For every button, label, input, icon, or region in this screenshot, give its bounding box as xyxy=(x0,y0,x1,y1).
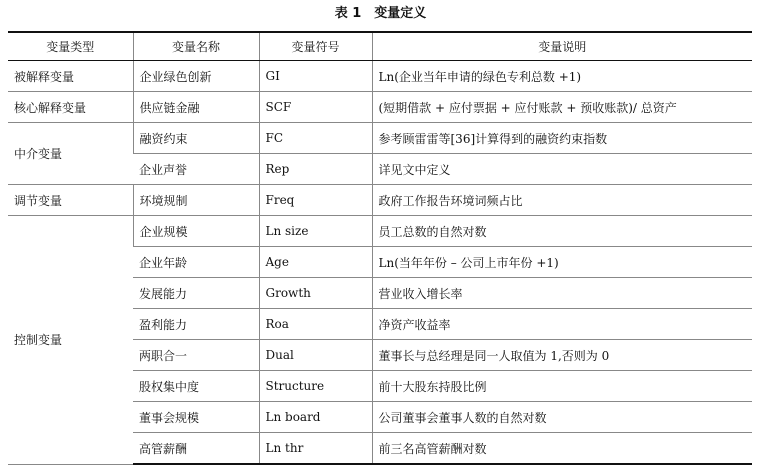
cell-variable-symbol: Age xyxy=(259,247,372,278)
header-variable-name: 变量名称 xyxy=(133,32,259,61)
cell-variable-name: 董事会规模 xyxy=(133,402,259,433)
cell-variable-name: 企业绿色创新 xyxy=(133,61,259,92)
table-row xyxy=(8,185,752,216)
cell-variable-description: 政府工作报告环境词频占比 xyxy=(372,185,752,216)
cell-variable-description: 前三名高管薪酬对数 xyxy=(372,433,752,465)
cell-variable-type: 调节变量 xyxy=(8,185,133,216)
cell-variable-symbol: Structure xyxy=(259,371,372,402)
table-row xyxy=(8,92,752,123)
cell-variable-symbol: Ln size xyxy=(259,216,372,247)
cell-variable-description: 净资产收益率 xyxy=(372,309,752,340)
cell-variable-description: 公司董事会董事人数的自然对数 xyxy=(372,402,752,433)
cell-variable-name: 环境规制 xyxy=(133,185,259,216)
table-row xyxy=(8,61,752,92)
cell-variable-description: 详见文中定义 xyxy=(372,154,752,185)
cell-variable-name: 盈利能力 xyxy=(133,309,259,340)
cell-variable-name: 融资约束 xyxy=(133,123,259,154)
cell-variable-symbol: Roa xyxy=(259,309,372,340)
cell-variable-description: 员工总数的自然对数 xyxy=(372,216,752,247)
table-row xyxy=(8,123,752,154)
cell-variable-name: 发展能力 xyxy=(133,278,259,309)
cell-variable-symbol: GI xyxy=(259,61,372,92)
cell-variable-symbol: Freq xyxy=(259,185,372,216)
cell-variable-symbol: FC xyxy=(259,123,372,154)
cell-variable-symbol: Growth xyxy=(259,278,372,309)
table-caption: 表 1 变量定义 xyxy=(334,6,427,21)
cell-variable-symbol: Dual xyxy=(259,340,372,371)
header-variable-type: 变量类型 xyxy=(8,32,133,61)
cell-variable-description: 参考顾雷雷等[36]计算得到的融资约束指数 xyxy=(372,123,752,154)
variable-definition-table xyxy=(8,31,752,465)
cell-variable-description: Ln(企业当年申请的绿色专利总数 +1) xyxy=(372,61,752,92)
cell-variable-description: (短期借款 + 应付票据 + 应付账款 + 预收账款)/ 总资产 xyxy=(372,92,752,123)
cell-variable-description: 营业收入增长率 xyxy=(372,278,752,309)
cell-variable-name: 企业规模 xyxy=(133,216,259,247)
cell-variable-symbol: Ln board xyxy=(259,402,372,433)
table-row xyxy=(8,216,752,247)
cell-variable-type: 控制变量 xyxy=(8,216,133,465)
cell-variable-description: 董事长与总经理是同一人取值为 1,否则为 0 xyxy=(372,340,752,371)
cell-variable-symbol: Ln thr xyxy=(259,433,372,465)
cell-variable-description: 前十大股东持股比例 xyxy=(372,371,752,402)
cell-variable-type: 中介变量 xyxy=(8,123,133,185)
table-header-row xyxy=(8,32,752,61)
cell-variable-name: 股权集中度 xyxy=(133,371,259,402)
cell-variable-name: 企业声誉 xyxy=(133,154,259,185)
cell-variable-name: 供应链金融 xyxy=(133,92,259,123)
cell-variable-symbol: SCF xyxy=(259,92,372,123)
cell-variable-type: 被解释变量 xyxy=(8,61,133,92)
header-variable-symbol: 变量符号 xyxy=(259,32,372,61)
cell-variable-description: Ln(当年年份 – 公司上市年份 +1) xyxy=(372,247,752,278)
cell-variable-name: 高管薪酬 xyxy=(133,433,259,465)
table-body xyxy=(8,61,752,465)
cell-variable-symbol: Rep xyxy=(259,154,372,185)
header-variable-description: 变量说明 xyxy=(372,32,752,61)
cell-variable-type: 核心解释变量 xyxy=(8,92,133,123)
cell-variable-name: 两职合一 xyxy=(133,340,259,371)
cell-variable-name: 企业年龄 xyxy=(133,247,259,278)
